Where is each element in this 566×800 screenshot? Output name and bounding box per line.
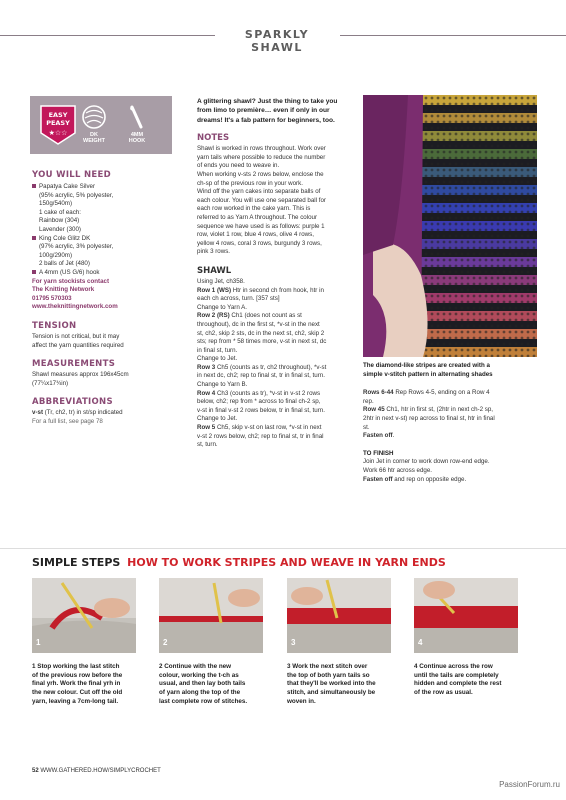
bullet-icon <box>32 184 36 188</box>
rows-instructions: Rows 6-44 Rep Rows 4-5, ending on a Row 4 rep. Row 45 Ch1, htr in first st, (2htr in next ch-2 sp, 2htr in next v-st) rep across to final st, htr in final st. Fasten off. <box>363 389 495 440</box>
step-3-number: 3 <box>291 638 296 647</box>
material-2-line: 2 balls of Jet (480) <box>39 260 90 268</box>
svg-text:★☆☆: ★☆☆ <box>48 130 68 137</box>
step-4-text: 4 Continue across the row until the tails are completely hidden and complete the rest of the row as usual. <box>414 663 502 697</box>
badge-line2: PEASY <box>46 119 70 127</box>
easy-peasy-badge <box>38 103 78 147</box>
intro-text: A glittering shawl? Just the thing to take you from limo to première… even if only in our dreams! It's a fab pattern for beginners, too. <box>197 98 338 124</box>
abbr-definition: (Tr, ch2, tr) in st/sp indicated <box>43 409 123 417</box>
shawl-instructions: Using Jet, ch358. Row 1 (WS) Htr in second ch from hook, htr in each ch across, turn. [357 sts] Change to Yarn A. Row 2 (RS) Ch1 (does not count as st throughout), dc in the first st, *v-st in the next st, ch2, skip 2 sts, dc in the next st, ch2, skip 2 sts; rep from * 58 times more, v-st in next st, dc in final st, turn. Change to Jet. Row 3 Ch5 (counts as tr, ch2 throughout), *v-st in next dc, ch2; rep to final st, tr in final st, turn. Change to Yarn B. Row 4 Ch3 (counts as tr), *v-st in v-st 2 rows below, ch2; rep from * across to final ch-2 sp, v-st in final v-st 2 rows below, tr in final st, turn. Change to Jet. Row 5 Ch5, skip v-st on last row, *v-st in next v-st 2 rows below, ch2; rep to final st, tr in final st, turn. <box>197 277 327 449</box>
measurements-heading: MEASUREMENTS <box>32 359 116 370</box>
page-number: 52 <box>32 768 39 774</box>
material-1-line: Rainbow (304) <box>39 217 80 225</box>
tension-heading: TENSION <box>32 320 77 331</box>
page-footer <box>32 768 161 774</box>
step-3-photo <box>287 578 391 653</box>
material-2-title: King Cole Glitz DK <box>39 234 91 242</box>
material-3-title: A 4mm (US G/6) hook <box>39 268 100 276</box>
stockists-link[interactable]: www.theknittingnetwork.com <box>32 303 118 311</box>
finish-instructions: Join Jet in corner to work down row-end edge. Work 66 htr across edge. Fasten off and rep on opposite edge. <box>363 458 490 483</box>
bullet-icon <box>32 236 36 240</box>
header-rule-left <box>0 35 215 36</box>
material-2-line: (97% acrylic, 3% polyester, <box>39 243 114 251</box>
abbr-more-link[interactable]: For a full list, see page 78 <box>32 417 103 425</box>
crochet-hook-icon <box>124 104 150 130</box>
measurements-line: (77¼x17¾in) <box>32 379 69 387</box>
footer-url[interactable]: WWW.GATHERED.HOW/SIMPLYCROCHET <box>40 768 161 774</box>
steps-divider <box>0 548 566 549</box>
abbr-term: v-st <box>32 409 44 417</box>
watermark: PassionForum.ru <box>499 780 560 789</box>
stockists-phone: 01795 570303 <box>32 294 72 302</box>
shawl-photo <box>363 95 537 357</box>
bullet-icon <box>32 270 36 274</box>
step-1-text: 1 Stop working the last stitch of the previous row before the final yrh. Work the final yrh in the new colour. Cut off the old yarn, leaving a 7cm-long tail. <box>32 663 123 705</box>
hook-size-label: 4MM HOOK <box>128 132 146 144</box>
material-1-line: 150g/540m) <box>39 200 73 208</box>
tension-line: Tension is not critical, but it may <box>32 332 120 340</box>
step-1-number: 1 <box>36 638 41 647</box>
page-header-title: SPARKLY SHAWL <box>244 28 310 54</box>
materials-list <box>32 183 182 312</box>
material-1-line: 1 cake of each: <box>39 208 81 216</box>
step-4-number: 4 <box>418 638 423 647</box>
middle-column <box>197 97 359 450</box>
left-column <box>32 170 182 426</box>
steps-title: SIMPLE STEPS HOW TO WORK STRIPES AND WEAVE IN YARN ENDS <box>32 556 446 569</box>
stockists-line: For yarn stockists contact <box>32 277 110 285</box>
header-rule-right <box>340 35 566 36</box>
you-will-need-heading: YOU WILL NEED <box>32 170 111 180</box>
tension-line: affect the yarn quantities required <box>32 341 124 349</box>
material-1-title: Papatya Cake Silver <box>39 183 96 190</box>
material-1-line: (95% acrylic, 5% polyester, <box>39 191 114 199</box>
to-finish-heading: TO FINISH <box>363 449 394 457</box>
photo-caption: The diamond-like stripes are created with a simple v-stitch pattern in alternating shades <box>363 362 493 378</box>
difficulty-info-box <box>30 96 172 154</box>
right-column <box>363 362 543 484</box>
step-1-photo <box>32 578 136 653</box>
measurements-line: Shawl measures approx 196x45cm <box>32 371 129 379</box>
abbreviations-heading: ABBREVIATIONS <box>32 397 113 408</box>
step-2-number: 2 <box>163 638 168 647</box>
shawl-heading: SHAWL <box>197 265 232 276</box>
step-4-photo <box>414 578 518 653</box>
step-3-text: 3 Work the next stitch over the top of both yarn tails so that they'll be worked into the stitch, and simultaneously be woven in. <box>287 663 376 705</box>
material-2-line: 100g/290m) <box>39 251 73 259</box>
step-2-photo <box>159 578 263 653</box>
notes-body: Shawl is worked in rows throughout. Work over yarn tails where possible to reduce the number of ends you need to weave in. When working v-sts 2 rows below, enclose the ch-sp of the previous row in your work. Wind off the yarn cakes into separate balls of each colour. You will use one separated ball for each row worked in the cake yarn. This is referred to as Yarn A throughout. The colour sequence we have used is as follows: purple 1 row, violet 1 row, blue 4 rows, olive 4 rows, yellow 4 rows, coral 3 rows, burgundy 3 rows, pink 3 rows. <box>197 145 326 256</box>
yarn-weight-label: DK WEIGHT <box>83 132 105 144</box>
material-1-line: Lavender (300) <box>39 225 81 233</box>
step-2-text: 2 Continue with the new colour, working the t-ch as usual, and then lay both tails of yarn along the top of the last complete row of stitches. <box>159 663 248 705</box>
badge-line1: EASY <box>48 111 68 119</box>
stockists-line: The Knitting Network <box>32 286 95 294</box>
notes-heading: NOTES <box>197 133 230 144</box>
yarn-ball-icon <box>81 104 107 130</box>
